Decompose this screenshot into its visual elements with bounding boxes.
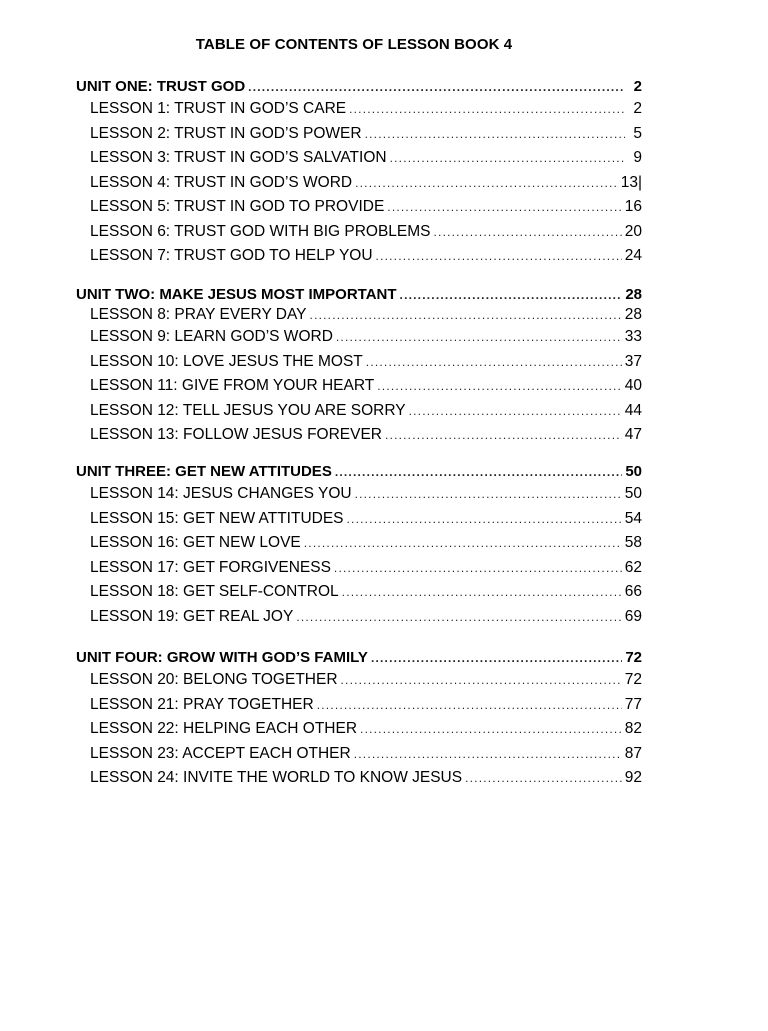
- lesson-label: LESSON 11: GIVE FROM YOUR HEART: [90, 377, 375, 394]
- leader-dots: [355, 172, 618, 196]
- lesson-label: LESSON 6: TRUST GOD WITH BIG PROBLEMS: [90, 222, 431, 240]
- lesson-page-number: 37: [624, 352, 642, 370]
- lesson-label: LESSON 17: GET FORGIVENESS: [90, 558, 331, 576]
- leader-dots: [385, 424, 622, 448]
- lesson-page-number: 24: [624, 247, 642, 264]
- unit-heading: [76, 649, 642, 667]
- leader-dots: [317, 694, 622, 718]
- leader-dots: [365, 123, 625, 147]
- leader-dots: [366, 351, 622, 375]
- lesson-entry: [76, 668, 642, 693]
- leader-dots: [409, 400, 622, 424]
- lesson-label: LESSON 7: TRUST GOD TO HELP YOU: [90, 247, 373, 264]
- lesson-entry: [76, 766, 642, 791]
- lesson-label: LESSON 10: LOVE JESUS THE MOST: [90, 352, 363, 370]
- lesson-entry: [76, 146, 642, 171]
- leader-dots: [390, 147, 625, 171]
- leader-dots: [335, 463, 622, 481]
- lesson-page-number: 77: [624, 695, 642, 713]
- lesson-entry: [76, 717, 642, 742]
- lesson-page-number: 87: [624, 744, 642, 762]
- lesson-page-number: 40: [624, 377, 642, 394]
- lesson-entry: [76, 605, 642, 630]
- lesson-entry: [76, 423, 642, 448]
- lesson-label: LESSON 4: TRUST IN GOD’S WORD: [90, 173, 353, 191]
- unit-page-number: 28: [625, 286, 642, 303]
- unit-page-number: 72: [625, 649, 642, 666]
- leader-dots: [341, 669, 622, 693]
- lesson-label: LESSON 23: ACCEPT EACH OTHER: [90, 744, 351, 762]
- leader-dots: [354, 743, 622, 767]
- unit-heading: [76, 78, 642, 96]
- lesson-page-number: 5: [633, 124, 642, 142]
- lesson-page-number: 66: [624, 583, 642, 600]
- unit-page-number: 2: [633, 78, 642, 95]
- lesson-page-number: 47: [624, 426, 642, 443]
- lesson-label: LESSON 14: JESUS CHANGES YOU: [90, 485, 352, 502]
- lesson-label: LESSON 20: BELONG TOGETHER: [90, 671, 338, 688]
- leader-dots: [360, 718, 622, 742]
- lesson-entry: [76, 399, 642, 424]
- lesson-label: LESSON 16: GET NEW LOVE: [90, 534, 301, 551]
- lesson-entry: [76, 507, 642, 532]
- unit-section: [76, 78, 642, 269]
- lesson-label: LESSON 22: HELPING EACH OTHER: [90, 720, 358, 737]
- lesson-page-number: 69: [624, 607, 642, 625]
- lesson-label: LESSON 24: INVITE THE WORLD TO KNOW JESUS: [90, 769, 463, 786]
- lesson-entry: [76, 374, 642, 399]
- leader-dots: [336, 326, 622, 350]
- leader-dots: [342, 581, 622, 605]
- leader-dots: [334, 557, 622, 581]
- lesson-page-number: 62: [624, 558, 642, 576]
- lesson-page-number: 33: [624, 328, 642, 345]
- leader-dots: [310, 306, 622, 325]
- lesson-label: LESSON 2: TRUST IN GOD’S POWER: [90, 124, 362, 142]
- lesson-label: LESSON 12: TELL JESUS YOU ARE SORRY: [90, 401, 406, 419]
- unit-page-number: 50: [625, 463, 642, 480]
- lesson-entry: [76, 195, 642, 220]
- lesson-entry: [76, 742, 642, 767]
- leader-dots: [296, 606, 621, 630]
- lesson-entry: [76, 220, 642, 245]
- toc-title-text: TABLE OF CONTENTS OF LESSON BOOK 4: [195, 36, 513, 53]
- leader-dots: [434, 221, 622, 245]
- lesson-page-number: 82: [624, 720, 642, 737]
- leader-dots: [400, 286, 623, 304]
- lesson-entry: [76, 693, 642, 718]
- leader-dots: [377, 375, 622, 399]
- lesson-label: LESSON 3: TRUST IN GOD’S SALVATION: [90, 149, 387, 166]
- lesson-entry: [76, 171, 642, 196]
- lesson-entry: [76, 97, 642, 122]
- lesson-page-number: 28: [624, 306, 642, 323]
- lesson-page-number: 16: [624, 198, 642, 215]
- unit-label: UNIT TWO: MAKE JESUS MOST IMPORTANT: [76, 286, 397, 303]
- leader-dots: [304, 532, 622, 556]
- leader-dots: [347, 508, 622, 532]
- lesson-page-number: 44: [624, 401, 642, 419]
- unit-section: [76, 649, 642, 791]
- lesson-entry: [76, 531, 642, 556]
- lesson-page-number: 9: [633, 149, 642, 166]
- lesson-label: LESSON 21: PRAY TOGETHER: [90, 695, 314, 713]
- lesson-entry: [76, 580, 642, 605]
- unit-section: [76, 286, 642, 448]
- lesson-page-number: 92: [624, 769, 642, 786]
- leader-dots: [355, 483, 622, 507]
- unit-section: [76, 463, 642, 629]
- lesson-page-number: 72: [624, 671, 642, 688]
- unit-label: UNIT ONE: TRUST GOD: [76, 78, 246, 95]
- leader-dots: [387, 196, 621, 220]
- lesson-label: LESSON 13: FOLLOW JESUS FOREVER: [90, 426, 382, 443]
- leader-dots: [248, 78, 625, 96]
- leader-dots: [371, 649, 622, 667]
- lesson-label: LESSON 9: LEARN GOD’S WORD: [90, 328, 333, 345]
- leader-dots: [465, 767, 622, 791]
- lesson-label: LESSON 8: PRAY EVERY DAY: [90, 306, 307, 323]
- leader-dots: [376, 245, 622, 269]
- leader-dots: [349, 98, 625, 122]
- lesson-page-number: 13|: [620, 173, 642, 191]
- lesson-label: LESSON 18: GET SELF-CONTROL: [90, 583, 339, 600]
- lesson-entry: [76, 556, 642, 581]
- lesson-entry: [76, 122, 642, 147]
- toc-title: [0, 36, 768, 53]
- lesson-entry: [76, 350, 642, 375]
- lesson-page-number: 50: [624, 485, 642, 502]
- lesson-page-number: 54: [624, 509, 642, 527]
- lesson-page-number: 2: [633, 100, 642, 117]
- lesson-entry: [76, 325, 642, 350]
- unit-label: UNIT FOUR: GROW WITH GOD’S FAMILY: [76, 649, 368, 666]
- lesson-label: LESSON 15: GET NEW ATTITUDES: [90, 509, 344, 527]
- lesson-entry: [76, 305, 642, 325]
- unit-heading: [76, 463, 642, 481]
- lesson-page-number: 20: [624, 222, 642, 240]
- lesson-entry: [76, 482, 642, 507]
- lesson-label: LESSON 19: GET REAL JOY: [90, 607, 294, 625]
- unit-label: UNIT THREE: GET NEW ATTITUDES: [76, 463, 332, 480]
- lesson-label: LESSON 5: TRUST IN GOD TO PROVIDE: [90, 198, 385, 215]
- unit-heading: [76, 286, 642, 304]
- lesson-page-number: 58: [624, 534, 642, 551]
- lesson-entry: [76, 244, 642, 269]
- lesson-label: LESSON 1: TRUST IN GOD’S CARE: [90, 100, 347, 117]
